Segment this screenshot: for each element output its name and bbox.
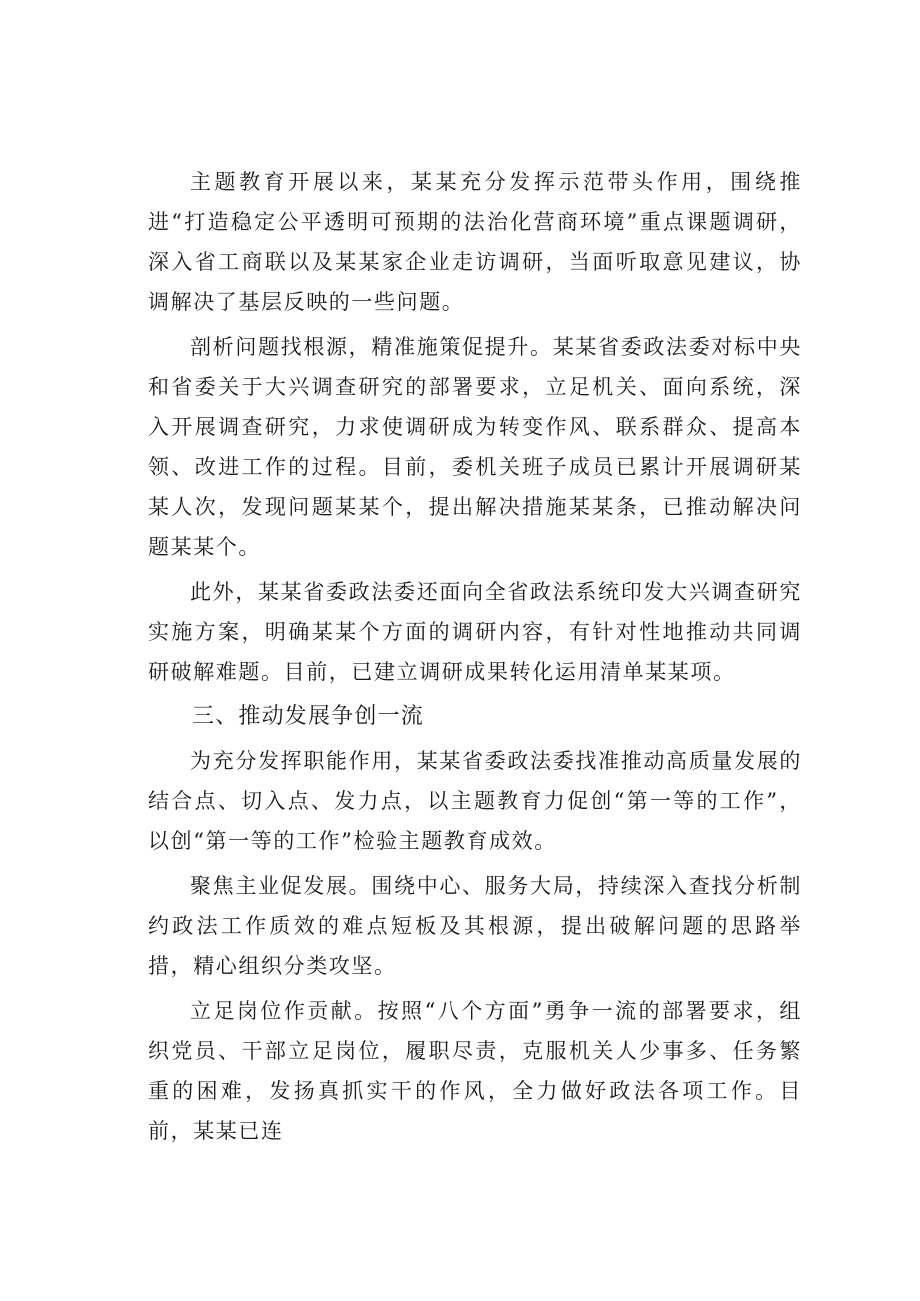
paragraph-theme-education: 主题教育开展以来，某某充分发挥示范带头作用，围绕推进“打造稳定公平透明可预期的法治化营商环境”重点课题调研，深入省工商联以及某某家企业走访调研，当面听取意见建议，协调解决了基层反映的一些问题。 <box>148 170 802 314</box>
paragraph-implementation-plan: 此外，某某省委政法委还面向全省政法系统印发大兴调查研究实施方案，明确某某个方面的调研内容，有针对性地推动共同调研破解难题。目前，已建立调研成果转化运用清单某某项。 <box>148 580 802 684</box>
paragraph-post-contribution: 立足岗位作贡献。按照“八个方面”勇争一流的部署要求，组织党员、干部立足岗位，履职尽责，克服机关人少事多、任务繁重的困难，发扬真抓实干的作风，全力做好政法各项工作。目前，某某已连 <box>148 999 802 1143</box>
document-body <box>148 162 802 1156</box>
paragraph-analyze-problems: 剖析问题找根源，精准施策促提升。某某省委政法委对标中央和省委关于大兴调查研究的部署要求，立足机关、面向系统，深入开展调查研究，力求使调研成为转变作风、联系群众、提高本领、改进工作的过程。目前，委机关班子成员已累计开展调研某某人次，发现问题某某个，提出解决措施某某条，已推动解决问题某某个。 <box>148 335 802 559</box>
section-heading-three: 三、推动发展争创一流 <box>192 704 425 729</box>
paragraph-functional-role: 为充分发挥职能作用，某某省委政法委找准推动高质量发展的结合点、切入点、发力点，以主题教育力促创“第一等的工作”，以创“第一等的工作”检验主题教育成效。 <box>148 749 802 853</box>
paragraph-focus-main-business: 聚焦主业促发展。围绕中心、服务大局，持续深入查找分析制约政法工作质效的难点短板及其根源，提出破解问题的思路举措，精心组织分类攻坚。 <box>148 874 802 978</box>
